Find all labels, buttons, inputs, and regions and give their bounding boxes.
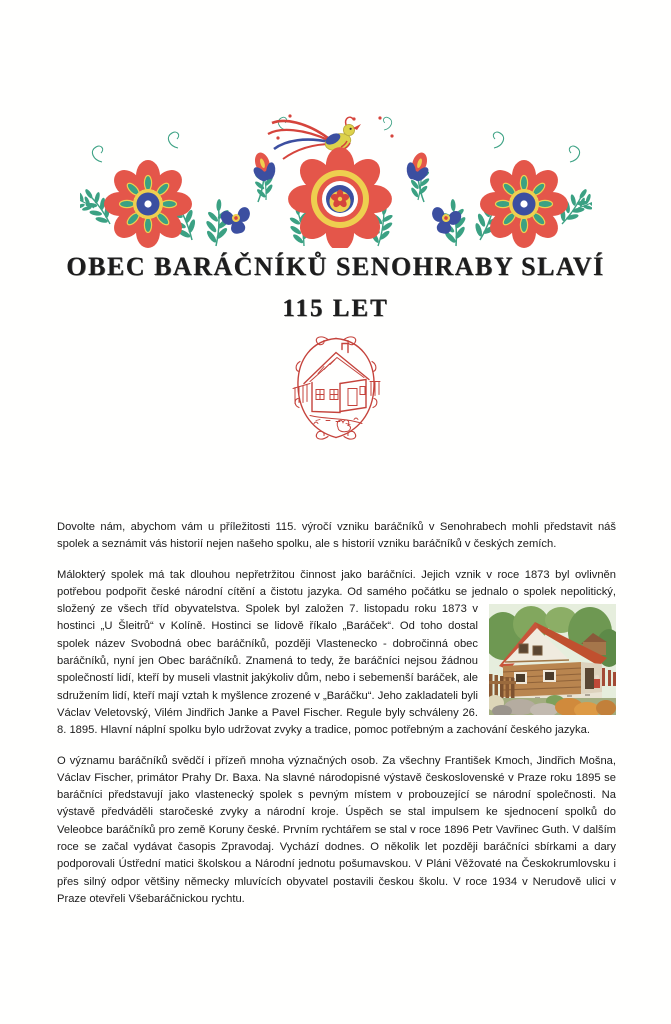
- folk-ornament-image: [80, 100, 592, 248]
- title-line-1: OBEC BARÁČNÍKŮ SENOHRABY SLAVÍ: [66, 252, 605, 281]
- paragraph-2-text-a: Málokterý spolek má tak dlouhou nepřetržitou činnost jako baráčníci. Jejich vznik v roce 1873 byl ovlivněn potřebou podpořit české národní cítění a čistotu jazyka. Od samého počátku se jednalo o spolek nepolitický,: [57, 568, 616, 598]
- paragraph-3: [57, 753, 616, 909]
- paragraph-3-text: O významu baráčníků svědčí i přízeň mnoha význačných osob. Za všechny František Kmoch, Jindřich Mošna, Václav Fischer, primátor Prahy Dr. Baxa. Na slavné národopisné výstavě československé v Praze roku 1895 se baráčníci představují jako vlastenecký spolek s pevným místem v probouzející se národní společnosti. Na výstavě předváděli staročeské zvyky a národní kroje. Úspěch se stal impulsem ke sjednocení spolků do Veleobce baráčníků pro země Koruny české. Prvním rychtářem se stal v roce 1896 Petr Vavřinec Guth. V dalším roce se začal vydávat časopis Zpravodaj. Vychází dodnes. O několik let později baráčníci sbírkami a dary podporovali Ústřední matici školskou a Národní jednotu pošumavskou. V Pláni Věžovaté na Českokrumlovsku i přes silný odpor většiny německy mluvících obyvatel postavili českou školu. V roce 1934 v Nerudově ulici v Praze otevřeli Všebaráčnickou rychtu.: [57, 754, 616, 905]
- paragraph-1-text: Dovolte nám, abychom vám u příležitosti 115. výročí vzniku baráčníků v Senohrabech mohli představit náš spolek a seznámit vás historií nejen našeho spolku, ale s historií vzniku baráčníků v českých zemích.: [57, 521, 616, 551]
- paragraph-1: [57, 519, 616, 554]
- page-title: [0, 251, 671, 324]
- article-body: [57, 519, 616, 921]
- cottage-emblem-image: [286, 331, 386, 444]
- paragraph-2-text-b: složený ze všech tříd obyvatelstva. Spolek byl založen 7. listopadu roku 1873 v hostinci „U Šleitrů“ v Kolíně. Hostinci se lidově říkalo „Baráček“. Od toho dostal spolek název Svobodná obec baráčníků, později Vlastenecko - dobročinná obec baráčníků, nyní jen Obec baráčníků. Znamená to tedy, že baráčníci nejsou žádnou společností lidí, kteří by museli vlastnit jakýkoliv dům, nebo i sebemenší baráček, ale sdružením lidí, kteří mají vztah k myšlence zrozené v „Baráčku“. Jeho zakladateli byli Václav Veletovský, Vilém Jindřich Janke a Pavel Fischer. Regule byly schváleny 26. 8. 1895. Hlavní náplní spolku bylo udržovat zvyky a tradice, pomoc potřebným a zachování českého jazyka.: [57, 603, 590, 737]
- paragraph-2: [57, 567, 616, 740]
- title-line-2: 115 LET: [282, 295, 389, 322]
- cottage-painting-image: [489, 604, 616, 715]
